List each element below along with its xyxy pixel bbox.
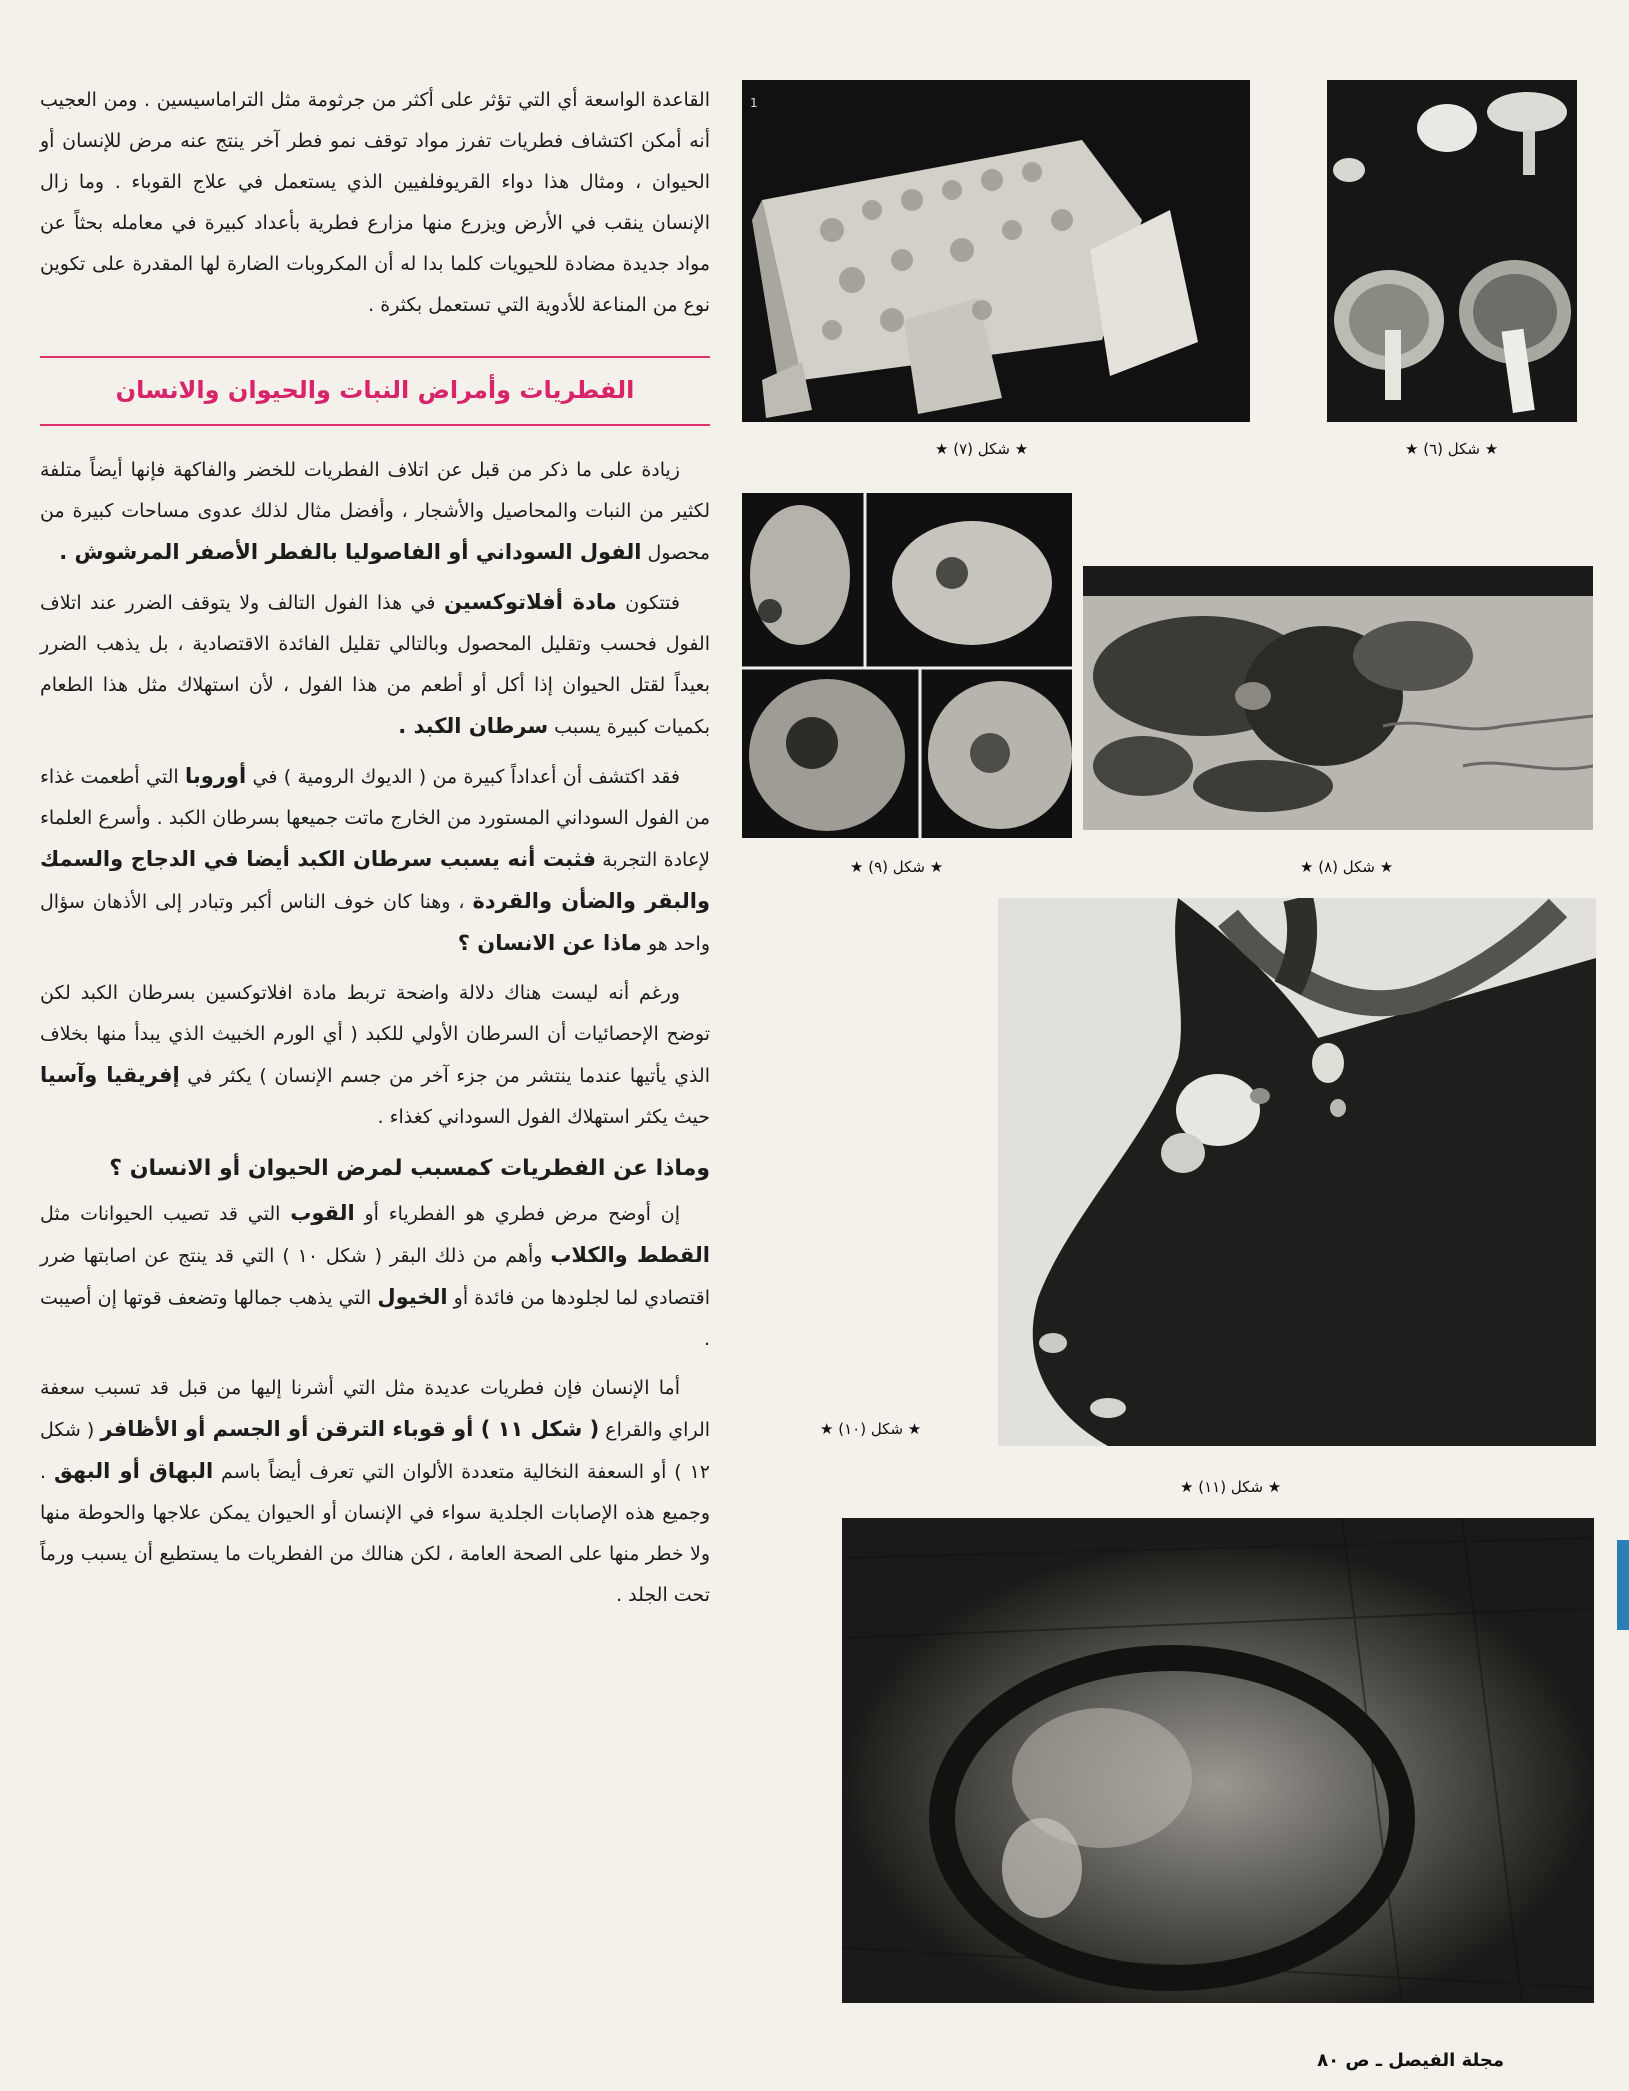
emphasis: ماذا عن الانسان ؟ bbox=[457, 931, 642, 955]
text-run: ورغم أنه ليست هناك دلالة واضحة تربط مادة افلاتوكسين بسرطان الكبد لكن توضح الإحصائيات أن السرطان الأولي للكبد ( أي الورم الخبيث الذي يبدأ منها بخلاف الذي يأتيها عندما ينتشر من جزء آخر من جسم الإنسان ) يكثر في bbox=[40, 982, 710, 1087]
paragraph-animals bbox=[40, 1193, 710, 1360]
section-title: الفطريات وأمراض النبات والحيوان والانسان bbox=[115, 376, 635, 404]
text-run: زيادة على ما ذكر من قبل عن اتلاف الفطريات للخضر والفاكهة فإنها أيضاً متلفة لكثير من النبات والمحاصيل والأشجار ، وأفضل مثال لذلك عدوى مساحات كبيرة من محصول bbox=[40, 459, 710, 564]
emphasis: البهاق أو البهق bbox=[53, 1459, 214, 1483]
emphasis: مادة أفلاتوكسين bbox=[443, 590, 617, 614]
figure-10-photo bbox=[998, 898, 1596, 1446]
emphasis: القطط والكلاب bbox=[550, 1243, 710, 1267]
cheese-image bbox=[742, 80, 1250, 422]
text-run: فقد اكتشف أن أعداداً كبيرة من ( الديوك الرومية ) في bbox=[246, 766, 680, 788]
page-footer: مجلة الفيصل ـ ص ٨٠ bbox=[1317, 2050, 1504, 2071]
paragraph-aflatoxin bbox=[40, 582, 710, 748]
emphasis: أوروبا bbox=[184, 764, 247, 788]
figure-11-caption: ★ شكل (١١) ★ bbox=[1180, 1478, 1282, 1496]
cow-image bbox=[998, 898, 1596, 1446]
paragraph-intro: القاعدة الواسعة أي التي تؤثر على أكثر من جرثومة مثل التراماسيسين . ومن العجيب أنه أمكن اكتشاف فطريات تفرز مواد توقف نمو فطر آخر ينتج عنه مرض للإنسان أو الحيوان ، ومثال هذا دواء القريوفلفيين الذي يستعمل في علاج القوباء . وما زال الإنسان ينقب في الأرض ويزرع منها مزارع فطرية بأعداد كبيرة في معامله بحثاً عن مواد جديدة مضادة للحيويات كلما بدا له أن المكروبات الضارة لها المقدرة على تكوين نوع من المناعة للأدوية التي تستعمل بكثرة . bbox=[40, 89, 710, 316]
text-run: حيث يكثر استهلاك الفول السوداني كغذاء . bbox=[377, 1106, 710, 1128]
figure-9-caption: ★ شكل (٩) ★ bbox=[850, 858, 944, 876]
subheading: وماذا عن الفطريات كمسبب لمرض الحيوان أو الانسان ؟ bbox=[109, 1156, 710, 1181]
mouldy-bread-image bbox=[1083, 566, 1593, 830]
text-run: التي أطعمت غذاء من الفول السوداني المستورد من الخارج ماتت جميعها بسرطان الكبد . وأسرع العلماء لإعادة التجربة bbox=[40, 766, 710, 871]
mouldy-fruit-image bbox=[742, 493, 1072, 838]
paragraph-humans bbox=[40, 1368, 710, 1616]
paragraph-turkeys bbox=[40, 756, 710, 965]
figure-8-photo bbox=[1083, 566, 1593, 830]
text-run: إن أوضح مرض فطري هو الفطرياء أو bbox=[354, 1203, 680, 1225]
emphasis: الخيول bbox=[377, 1285, 448, 1309]
text-run: التي قد تصيب الحيوانات مثل bbox=[40, 1203, 291, 1225]
paragraph-statistics bbox=[40, 973, 710, 1138]
section-heading bbox=[40, 356, 710, 426]
figure-11-photo bbox=[842, 1518, 1594, 2003]
text-run: ، وهنا كان خوف الناس أكبر وتبادر إلى الأذهان سؤال واحد هو bbox=[40, 891, 710, 955]
emphasis: فثبت أنه يسبب سرطان الكبد أيضا في الدجاج والسمك والبقر والضأن والقردة bbox=[40, 847, 710, 913]
emphasis: الفول السوداني أو الفاصوليا بالفطر الأصفر المرشوش . bbox=[59, 540, 642, 564]
figure-6-caption: ★ شكل (٦) ★ bbox=[1405, 440, 1499, 458]
figure-7-caption: ★ شكل (٧) ★ bbox=[935, 440, 1029, 458]
figure-7-number: 1 bbox=[750, 96, 758, 110]
mushroom-image bbox=[1327, 80, 1577, 422]
figure-9-photo bbox=[742, 493, 1072, 838]
paragraph-crops bbox=[40, 450, 710, 574]
page-edge-strip bbox=[1617, 1540, 1629, 1630]
emphasis: ( شكل ١١ ) أو قوباء الترقن أو الجسم أو الأظافر bbox=[100, 1417, 600, 1441]
emphasis: سرطان الكبد . bbox=[398, 714, 549, 738]
figure-6-photo bbox=[1327, 80, 1577, 422]
text-run: فتتكون bbox=[616, 592, 681, 614]
figure-10-caption: ★ شكل (١٠) ★ bbox=[820, 1420, 922, 1438]
skin-lesion-image bbox=[842, 1518, 1594, 2003]
figure-7-photo bbox=[742, 80, 1250, 422]
figure-8-caption: ★ شكل (٨) ★ bbox=[1300, 858, 1394, 876]
emphasis: القوب bbox=[290, 1201, 355, 1225]
text-run: في هذا الفول التالف ولا يتوقف الضرر عند اتلاف الفول فحسب وتقليل المحصول وبالتالي تقليل الفائدة الاقتصادية ، بل يذهب الضرر بعيداً لقتل الحيوان إذا أكل أو أطعم من هذا الفول ، لأن استهلاك مثل هذا الطعام بكميات كبيرة يسبب bbox=[40, 592, 710, 738]
text-run: . وجميع هذه الإصابات الجلدية سواء في الإنسان أو الحيوان يمكن علاجها والحوطة منها ولا خطر منها على الصحة العامة ، لكن هنالك من الفطريات ما يستطيع أن يسبب ورماً تحت الجلد . bbox=[40, 1461, 710, 1606]
article-column bbox=[40, 80, 710, 1616]
text-run: أما الإنسان فإن فطريات عديدة مثل التي أشرنا إليها من قبل قد تسبب سعفة الراي والقراع bbox=[40, 1377, 711, 1441]
text-run: وأهم من ذلك البقر ( شكل ١٠ ) التي قد ينتج عن اصابتها ضرر اقتصادي لما لجلودها من فائدة أو bbox=[40, 1245, 710, 1309]
text-run: التي يذهب جمالها وتضعف قوتها إن أصيبت . bbox=[40, 1287, 710, 1350]
text-run: ( شكل ١٢ ) أو السعفة النخالية متعددة الألوان التي تعرف أيضاً باسم bbox=[40, 1419, 710, 1483]
emphasis: إفريقيا وآسيا bbox=[40, 1063, 180, 1087]
